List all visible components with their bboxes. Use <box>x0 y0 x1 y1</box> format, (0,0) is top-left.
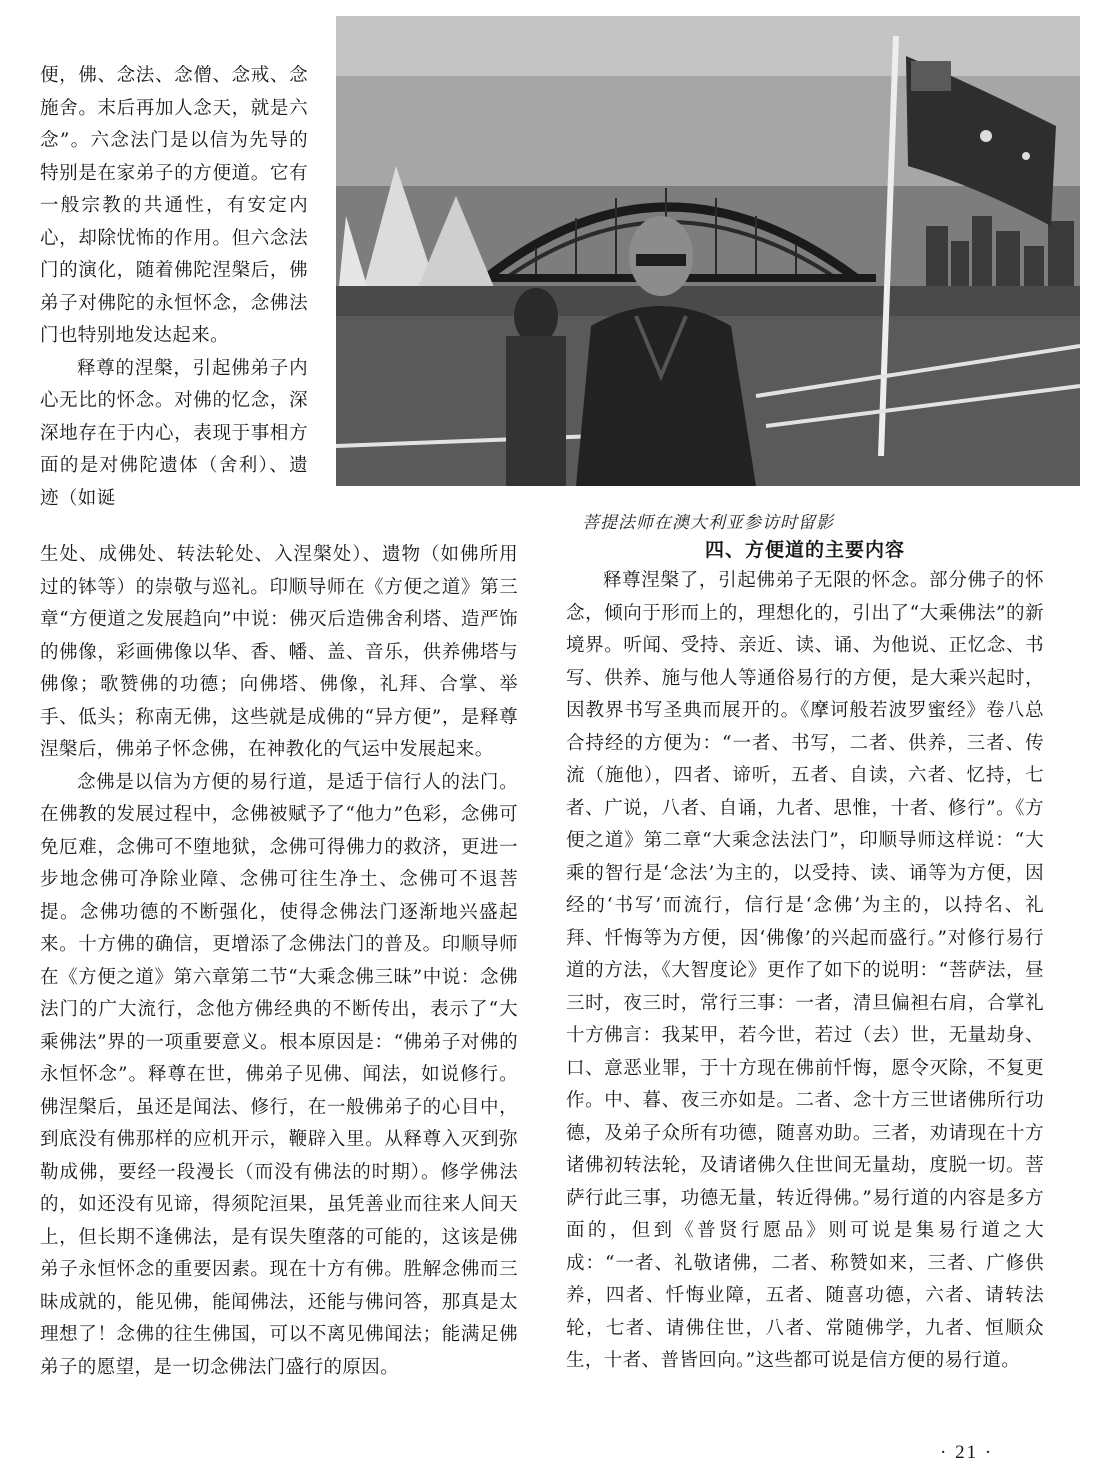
photo-caption: 菩提法师在澳大利亚参访时留影 <box>582 513 834 533</box>
paragraph: 释尊涅槃了，引起佛弟子无限的怀念。部分佛子的怀念，倾向于形而上的，理想化的，引出了“大乘佛法”的新境界。听闻、受持、亲近、读、诵、为他说、正忆念、书写、供养、施与他人等通俗易行的方便，是大乘兴起时，因教界书写圣典而展开的。《摩诃般若波罗蜜经》卷八总合持经的方便为：“一者、书写，二者、供养，三者、传流（施他），四者、谛听，五者、自读，六者、忆持，七者、广说，八者、自诵，九者、思惟，十者、修行”。《方便之道》第二章“大乘念法法门”，印顺导师这样说：“大乘的智行是‘念法’为主的，以受持、读、诵等为方便，因经的‘书写’而流行，信行是‘念佛’为主的，以持名、礼拜、忏悔等为方便，因‘佛像’的兴起而盛行。”对修行易行道的方法，《大智度论》更作了如下的说明：“菩萨法，昼三时，夜三时，常行三事：一者，清旦偏袒右肩，合掌礼十方佛言：我某甲，若今世，若过（去）世，无量劫身、口、意恶业罪，于十方现在佛前忏悔，愿令灭除，不复更作。中、暮、夜三亦如是。二者、念十方三世诸佛所行功德，及弟子众所有功德，随喜劝助。三者，劝请现在十方诸佛初转法轮，及请诸佛久住世间无量劫，度脱一切。菩萨行此三事，功德无量，转近得佛。”易行道的内容是多方面的，但到《普贤行愿品》则可说是集易行道之大成：“一者、礼敬诸佛，二者、称赞如来，三者、广修供养，四者、忏悔业障，五者、随喜功德，六者、请转法轮，七者、请佛住世，八者、常随佛学，九者、恒顺众生，十者、普皆回向。”这些都可说是信方便的易行道。 <box>566 570 1044 1371</box>
paragraph: 便，佛、念法、念僧、念戒、念施舍。末后再加人念天，就是六念”。六念法门是以信为先导的特别是在家弟子的方便道。它有一般宗教的共通性，有安定内心，却除忧怖的作用。但六念法门的演化，随着佛陀涅槃后，佛弟子对佛陀的永恒怀念，念佛法门也特别地发达起来。 <box>40 65 308 346</box>
paragraph: 生处、成佛处、转法轮处、入涅槃处）、遗物（如佛所用过的钵等）的崇敬与巡礼。印顺导师在《方便之道》第三章“方便道之发展趋向”中说：佛灭后造佛舍利塔、造严饰的佛像，彩画佛像以华、香、幡、盖、音乐，供养佛塔与佛像；歌赞佛的功德；向佛塔、佛像，礼拜、合掌、举手、低头；称南无佛，这些就是成佛的“异方便”，是释尊涅槃后，佛弟子怀念佛，在神教化的气运中发展起来。 <box>40 544 518 760</box>
right-column <box>566 565 1044 1378</box>
left-column <box>40 539 518 1384</box>
paragraph: 念佛是以信为方便的易行道，是适于信行人的法门。在佛教的发展过程中，念佛被赋予了“他力”色彩，念佛可免厄难，念佛可不堕地狱，念佛可得佛力的救济，更进一步地念佛可净除业障、念佛可往生净土、念佛可不退菩提。念佛功德的不断强化，使得念佛法门逐渐地兴盛起来。十方佛的确信，更增添了念佛法门的普及。印顺导师在《方便之道》第六章第二节“大乘念佛三昧”中说：念佛法门的广大流行，念他方佛经典的不断传出，表示了“大乘佛法”界的一项重要意义。根本原因是：“佛弟子对佛的永恒怀念”。释尊在世，佛弟子见佛、闻法，如说修行。佛涅槃后，虽还是闻法、修行，在一般佛弟子的心目中，到底没有佛那样的应机开示，鞭辟入里。从释尊入灭到弥勒成佛，要经一段漫长（而没有佛法的时期）。修学佛法的，如还没有见谛，得须陀洹果，虽凭善业而往来人间天上，但长期不逢佛法，是有误失堕落的可能的，这该是佛弟子永恒怀念的重要因素。现在十方有佛。胜解念佛而三昧成就的，能见佛，能闻佛法，还能与佛问答，那真是太理想了！念佛的往生佛国，可以不离见佛闻法；能满足佛弟子的愿望，是一切念佛法门盛行的原因。 <box>40 771 518 1378</box>
section-title: 四、方便道的主要内容 <box>704 539 905 561</box>
photo-master-at-sydney-harbour <box>336 16 1080 486</box>
page-number: · 21 · <box>940 1442 994 1463</box>
paragraph: 释尊的涅槃，引起佛弟子内心无比的怀念。对佛的忆念，深深地存在于内心，表现于事相方面的是对佛陀遗体（舍利）、遗迹（如诞 <box>40 357 308 509</box>
top-left-column <box>40 60 308 515</box>
photo-illustration <box>336 16 1080 486</box>
